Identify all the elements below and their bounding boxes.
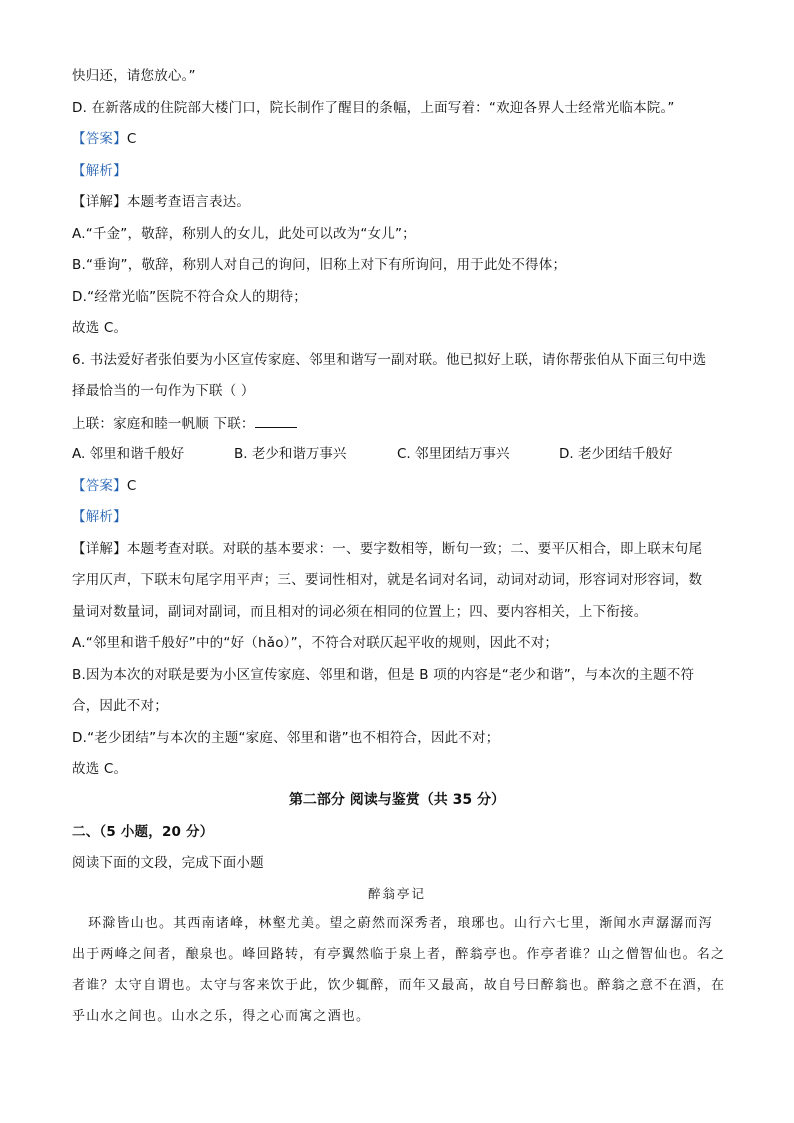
question-6-stem-cont: 择最恰当的一句作为下联（ ）: [72, 383, 255, 399]
essay-line: 环滁皆山也。其西南诸峰，林壑尤美。望之蔚然而深秀者，琅琊也。山行六七里，渐闻水声潺潺而泻: [88, 916, 713, 931]
explanation-b: B.“垂询”，敬辞，称别人对自己的询问，旧称上对下有所询问，用于此处不得体；: [72, 257, 567, 273]
detail-text: 本题考查对联。对联的基本要求：一、要字数相等，断句一致；二、要平仄相合，即上联末句尾: [126, 541, 703, 557]
explanation-d: D.“老少团结”与本次的主题“家庭、邻里和谐”也不相符合，因此不对；: [72, 730, 500, 746]
answer-line: [72, 476, 724, 496]
reading-instruction: 阅读下面的文段，完成下面小题: [72, 855, 264, 871]
explanation-d: D.“经常光临”医院不符合众人的期待；: [72, 289, 307, 305]
essay-line: 乎山水之间也。山水之乐，得之心而寓之酒也。: [72, 1009, 371, 1024]
detail-tag: 【详解】: [72, 194, 127, 210]
couplet-text: 上联：家庭和睦一帆顺 下联：: [72, 416, 255, 432]
text-line: 快归还，请您放心。”: [72, 68, 196, 84]
detail-line: [72, 192, 724, 212]
detail-text: 本题考查语言表达。: [126, 194, 251, 210]
conclusion-line: 故选 C。: [72, 320, 128, 336]
option-b: B. 老少和谐万事兴: [234, 446, 347, 462]
analysis-line: [72, 507, 724, 527]
explanation-b: B.因为本次的对联是要为小区宣传家庭、邻里和谐，但是 B 项的内容是“老少和谐”，与本次的主题不符: [72, 667, 695, 683]
analysis-tag: 【解析】: [72, 163, 127, 179]
answer-value: C: [126, 478, 137, 494]
couplet-line: [72, 413, 724, 434]
detail-tag: 【详解】: [72, 541, 127, 557]
section-title: 第二部分 阅读与鉴赏（共 35 分）: [288, 792, 506, 808]
detail-line: [72, 539, 724, 559]
answer-blank: [255, 413, 297, 428]
option-a: A. 邻里和谐千般好: [72, 446, 185, 462]
explanation-a: A.“千金”，敬辞，称别人的女儿，此处可以改为“女儿”；: [72, 226, 416, 242]
answer-value: C: [126, 131, 137, 147]
detail-text-cont: 量词对数量词，副词对副词，而且相对的词必须在相同的位置上；四、要内容相关，上下衔接。: [72, 604, 648, 620]
analysis-tag: 【解析】: [72, 509, 127, 525]
essay-title: 醉翁亭记: [367, 886, 426, 901]
conclusion-line: 故选 C。: [72, 761, 128, 777]
option-d-line: D. 在新落成的住院部大楼门口，院长制作了醒目的条幅，上面写着：“欢迎各界人士经常光临本院。”: [72, 100, 675, 116]
essay-line: 出于两峰之间者，酿泉也。峰回路转，有亭翼然临于泉上者，醉翁亭也。作亭者谁？山之僧智仙也。名之: [72, 947, 726, 962]
detail-text-cont: 字用仄声，下联末句尾字用平声；三、要词性相对，就是名词对名词，动词对动词，形容词对形容词，数: [72, 572, 703, 588]
explanation-b-cont: 合，因此不对；: [72, 698, 168, 714]
explanation-a: A.“邻里和谐千般好”中的“好（hǎo）”，不符合对联仄起平收的规则，因此不对；: [72, 635, 559, 651]
question-6-stem: 6. 书法爱好者张伯要为小区宣传家庭、邻里和谐写一副对联。他已拟好上联，请你帮张伯从下面三句中选: [72, 352, 707, 368]
answer-tag: 【答案】: [72, 478, 127, 494]
analysis-line: [72, 161, 724, 181]
answer-line: [72, 129, 724, 149]
essay-line: 者谁？太守自谓也。太守与客来饮于此，饮少辄醉，而年又最高，故自号曰醉翁也。醉翁之意不在酒，在: [72, 978, 726, 993]
subsection-heading: 二、（5 小题，20 分）: [72, 824, 214, 840]
option-d: D. 老少团结千般好: [559, 446, 673, 462]
answer-tag: 【答案】: [72, 131, 127, 147]
option-c: C. 邻里团结万事兴: [397, 446, 510, 462]
